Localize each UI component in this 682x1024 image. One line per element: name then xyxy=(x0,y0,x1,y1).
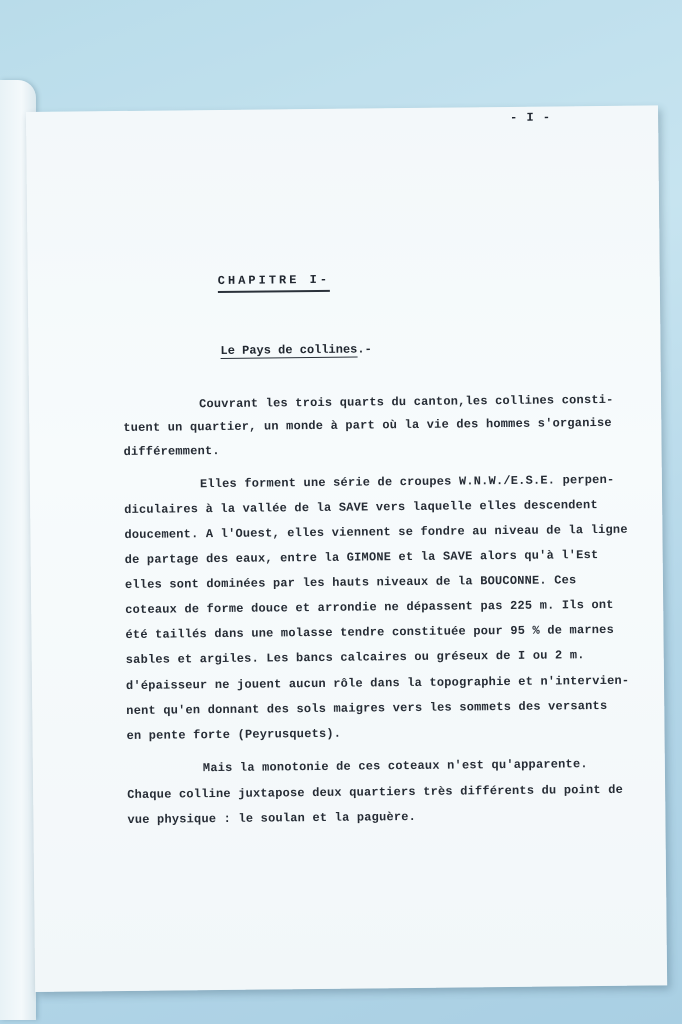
body-line: nent qu'en donnant des sols maigres vers les sommets des versants xyxy=(126,698,608,718)
body-line: tuent un quartier, un monde à part où la vie des hommes s'organise xyxy=(123,415,612,435)
section-title-suffix: .- xyxy=(357,342,372,357)
body-line: Chaque colline juxtapose deux quartiers très différents du point de xyxy=(127,782,624,802)
body-line: doucement. A l'Ouest, elles viennent se fondre au niveau de la ligne xyxy=(124,522,628,542)
body-line: elles sont dominées par les hauts niveaux de la BOUCONNE. Ces xyxy=(124,573,577,592)
body-line: Couvrant les trois quarts du canton,les collines consti- xyxy=(198,392,614,412)
document-page xyxy=(26,105,667,992)
body-line: Mais la monotonie de ces coteaux n'est qu'apparente. xyxy=(202,757,588,776)
body-line: différemment. xyxy=(123,443,220,459)
body-line: d'épaisseur ne jouent aucun rôle dans la topographie et n'intervien- xyxy=(125,673,630,693)
body-line: coteaux de forme douce et arrondie ne dépassent pas 225 m. Ils ont xyxy=(125,597,614,617)
body-line: Elles forment une série de croupes W.N.W./E.S.E. perpen- xyxy=(199,472,615,492)
page-number: - I - xyxy=(510,110,552,125)
body-line: sables et argiles. Les bancs calcaires ou gréseux de I ou 2 m. xyxy=(125,648,585,667)
body-line: de partage des eaux, entre la GIMONE et la SAVE alors qu'à l'Est xyxy=(124,548,599,567)
body-line: vue physique : le soulan et la paguère. xyxy=(127,809,417,827)
body-line: diculaires à la vallée de la SAVE vers laquelle elles descendent xyxy=(124,498,598,517)
chapter-title: CHAPITRE I- xyxy=(218,273,330,293)
body-line: été taillés dans une molasse tendre constituée pour 95 % de marnes xyxy=(125,622,615,642)
body-line: en pente forte (Peyrusquets). xyxy=(126,726,342,743)
section-title-text: Le Pays de collines xyxy=(220,342,358,358)
section-title xyxy=(220,342,371,358)
